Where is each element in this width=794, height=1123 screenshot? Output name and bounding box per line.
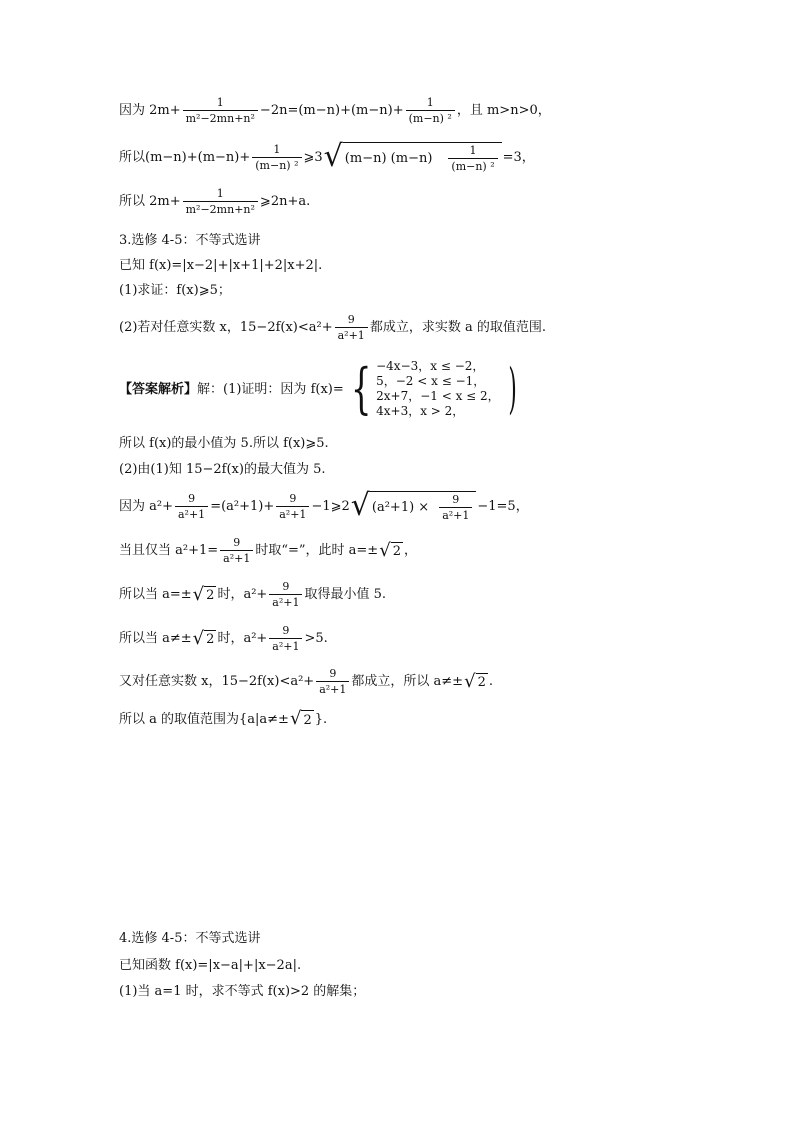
answer-intro xyxy=(119,359,523,419)
case-line: 5，−2 < x ≤ −1， xyxy=(376,374,486,388)
text: 已知 f(x)=|x−2|+|x+1|+2|x+2|. xyxy=(119,258,323,273)
numerator: 9 xyxy=(282,624,290,637)
numerator: 9 xyxy=(347,313,355,326)
text: 所以当 a=± xyxy=(119,587,192,602)
fraction xyxy=(183,188,258,215)
numerator: 9 xyxy=(329,667,337,680)
case-line: 4x+3，x > 2， xyxy=(376,404,465,418)
text: 所以 a 的取值范围为{a|a≠± xyxy=(119,711,289,727)
text: 因为 2m+ xyxy=(119,103,181,118)
denominator: m²−2mn+n² xyxy=(183,110,258,124)
radicand: 2 xyxy=(204,630,216,648)
text: ，且 m>n>0， xyxy=(456,103,551,118)
text: 取得最小值 5. xyxy=(304,587,387,602)
radicand xyxy=(370,491,476,521)
denominator: a²+1 xyxy=(269,638,302,652)
text: 时取“=”，此时 a=± xyxy=(255,543,379,558)
text: (1)求证：f(x)⩾5； xyxy=(119,283,231,298)
radicand: 2 xyxy=(204,586,216,604)
fraction xyxy=(269,625,302,652)
fraction xyxy=(269,581,302,608)
fraction xyxy=(335,314,368,341)
square-root xyxy=(464,670,488,692)
numerator: 9 xyxy=(233,536,241,549)
fraction xyxy=(252,144,301,171)
problem-4-q1 xyxy=(119,985,365,998)
denominator: (m−n) ² xyxy=(448,158,497,172)
square-root xyxy=(350,488,477,523)
text: =3， xyxy=(502,149,535,165)
fraction xyxy=(276,493,309,520)
answer-step-4 xyxy=(119,537,417,564)
answer-step-5 xyxy=(119,581,386,608)
radical-sign: √ xyxy=(323,139,343,174)
answer-step-3 xyxy=(119,488,529,523)
radical-sign: √ xyxy=(289,708,302,729)
left-brace: { xyxy=(350,357,372,420)
fraction xyxy=(175,493,208,520)
text: (m−n) (m−n) xyxy=(344,150,433,166)
text: 所以 f(x)的最小值为 5.所以 f(x)⩾5. xyxy=(119,436,329,451)
denominator: (m−n) ² xyxy=(406,110,455,124)
text: . xyxy=(488,674,493,689)
text: 所以当 a≠± xyxy=(119,631,192,646)
numerator: 9 xyxy=(452,492,460,506)
problem-4-title xyxy=(119,932,260,945)
text: =(a²+1)+ xyxy=(210,498,275,514)
text: 已知函数 f(x)=|x−a|+|x−2a|. xyxy=(119,958,302,973)
text: 都成立，所以 a≠± xyxy=(351,674,464,689)
case-line: 2x+7，−1 < x ≤ 2， xyxy=(376,389,500,403)
radicand: 2 xyxy=(476,673,488,691)
answer-step-1 xyxy=(119,437,329,450)
text: 又对任意实数 x，15−2f(x)<a²+ xyxy=(119,674,315,689)
square-root xyxy=(290,710,314,728)
answer-step-6 xyxy=(119,625,328,652)
text: 时，a²+ xyxy=(217,587,268,602)
problem-3-title xyxy=(119,234,260,247)
text: ⩾3 xyxy=(303,149,323,165)
text: }. xyxy=(314,711,328,727)
denominator: (m−n) ² xyxy=(252,157,301,171)
right-paren: ) xyxy=(507,357,517,420)
fraction xyxy=(316,668,349,695)
numerator: 9 xyxy=(282,580,290,593)
denominator: m²−2mn+n² xyxy=(183,201,258,215)
text: 所以(m−n)+(m−n)+ xyxy=(119,149,251,165)
text: (a²+1) × xyxy=(371,499,430,515)
denominator: a²+1 xyxy=(220,550,253,564)
denominator: a²+1 xyxy=(175,506,208,520)
numerator: 9 xyxy=(188,491,196,505)
text: −1⩾2 xyxy=(311,498,350,514)
radicand: 2 xyxy=(301,710,313,728)
problem-3-q2 xyxy=(119,314,546,341)
text: −1=5， xyxy=(477,498,529,514)
numerator: 1 xyxy=(216,187,224,200)
denominator: a²+1 xyxy=(276,506,309,520)
radicand: 2 xyxy=(391,542,403,560)
answer-step-8 xyxy=(119,710,327,728)
proof-line-2 xyxy=(119,139,535,174)
text: (2)若对任意实数 x，15−2f(x)<a²+ xyxy=(119,320,333,335)
problem-4-given xyxy=(119,959,301,972)
fraction xyxy=(183,97,258,124)
piecewise-cases xyxy=(344,359,523,419)
text: 4.选修 4-5：不等式选讲 xyxy=(119,931,261,946)
fraction xyxy=(439,494,472,521)
numerator: 1 xyxy=(216,96,224,109)
numerator: 1 xyxy=(273,142,281,156)
case-line: −4x−3，x ≤ −2， xyxy=(376,359,485,373)
text: ， xyxy=(403,543,417,558)
answer-label: 【答案解析】 xyxy=(119,381,198,397)
proof-line-1 xyxy=(119,97,551,124)
text: 解：(1)证明：因为 f(x)= xyxy=(197,381,344,397)
proof-line-3 xyxy=(119,188,310,215)
radical-sign: √ xyxy=(379,539,391,561)
text: 3.选修 4-5：不等式选讲 xyxy=(119,233,261,248)
text: 因为 a²+ xyxy=(119,498,173,514)
answer-step-2 xyxy=(119,463,326,476)
radical-sign: √ xyxy=(192,627,205,649)
text: 都成立，求实数 a 的取值范围. xyxy=(369,320,546,335)
denominator: a²+1 xyxy=(269,594,302,608)
fraction xyxy=(220,537,253,564)
denominator: a²+1 xyxy=(439,507,472,521)
problem-3-q1 xyxy=(119,284,231,297)
square-root xyxy=(192,627,217,649)
denominator: a²+1 xyxy=(316,681,349,695)
denominator: a²+1 xyxy=(335,327,368,341)
numerator: 1 xyxy=(426,96,434,109)
case-lines xyxy=(376,359,500,419)
problem-3-given xyxy=(119,259,322,272)
cube-root xyxy=(323,139,502,174)
radical-sign: √ xyxy=(350,488,370,523)
text: ⩾2n+a. xyxy=(259,194,311,209)
text: 所以 2m+ xyxy=(119,194,181,209)
numerator: 9 xyxy=(289,491,297,505)
radical-sign: √ xyxy=(192,583,205,605)
square-root xyxy=(192,583,217,605)
fraction xyxy=(406,97,455,124)
radicand xyxy=(343,142,502,172)
text: (1)当 a=1 时，求不等式 f(x)>2 的解集； xyxy=(119,984,366,999)
radical-sign: √ xyxy=(464,670,476,692)
fraction xyxy=(448,145,497,172)
numerator: 1 xyxy=(469,143,477,157)
answer-step-7 xyxy=(119,668,493,695)
text: 当且仅当 a²+1= xyxy=(119,543,219,558)
text: −2n=(m−n)+(m−n)+ xyxy=(259,103,404,118)
text: >5. xyxy=(304,631,328,646)
text: 时，a²+ xyxy=(217,631,268,646)
text: (2)由(1)知 15−2f(x)的最大值为 5. xyxy=(119,462,326,477)
square-root xyxy=(379,539,403,561)
